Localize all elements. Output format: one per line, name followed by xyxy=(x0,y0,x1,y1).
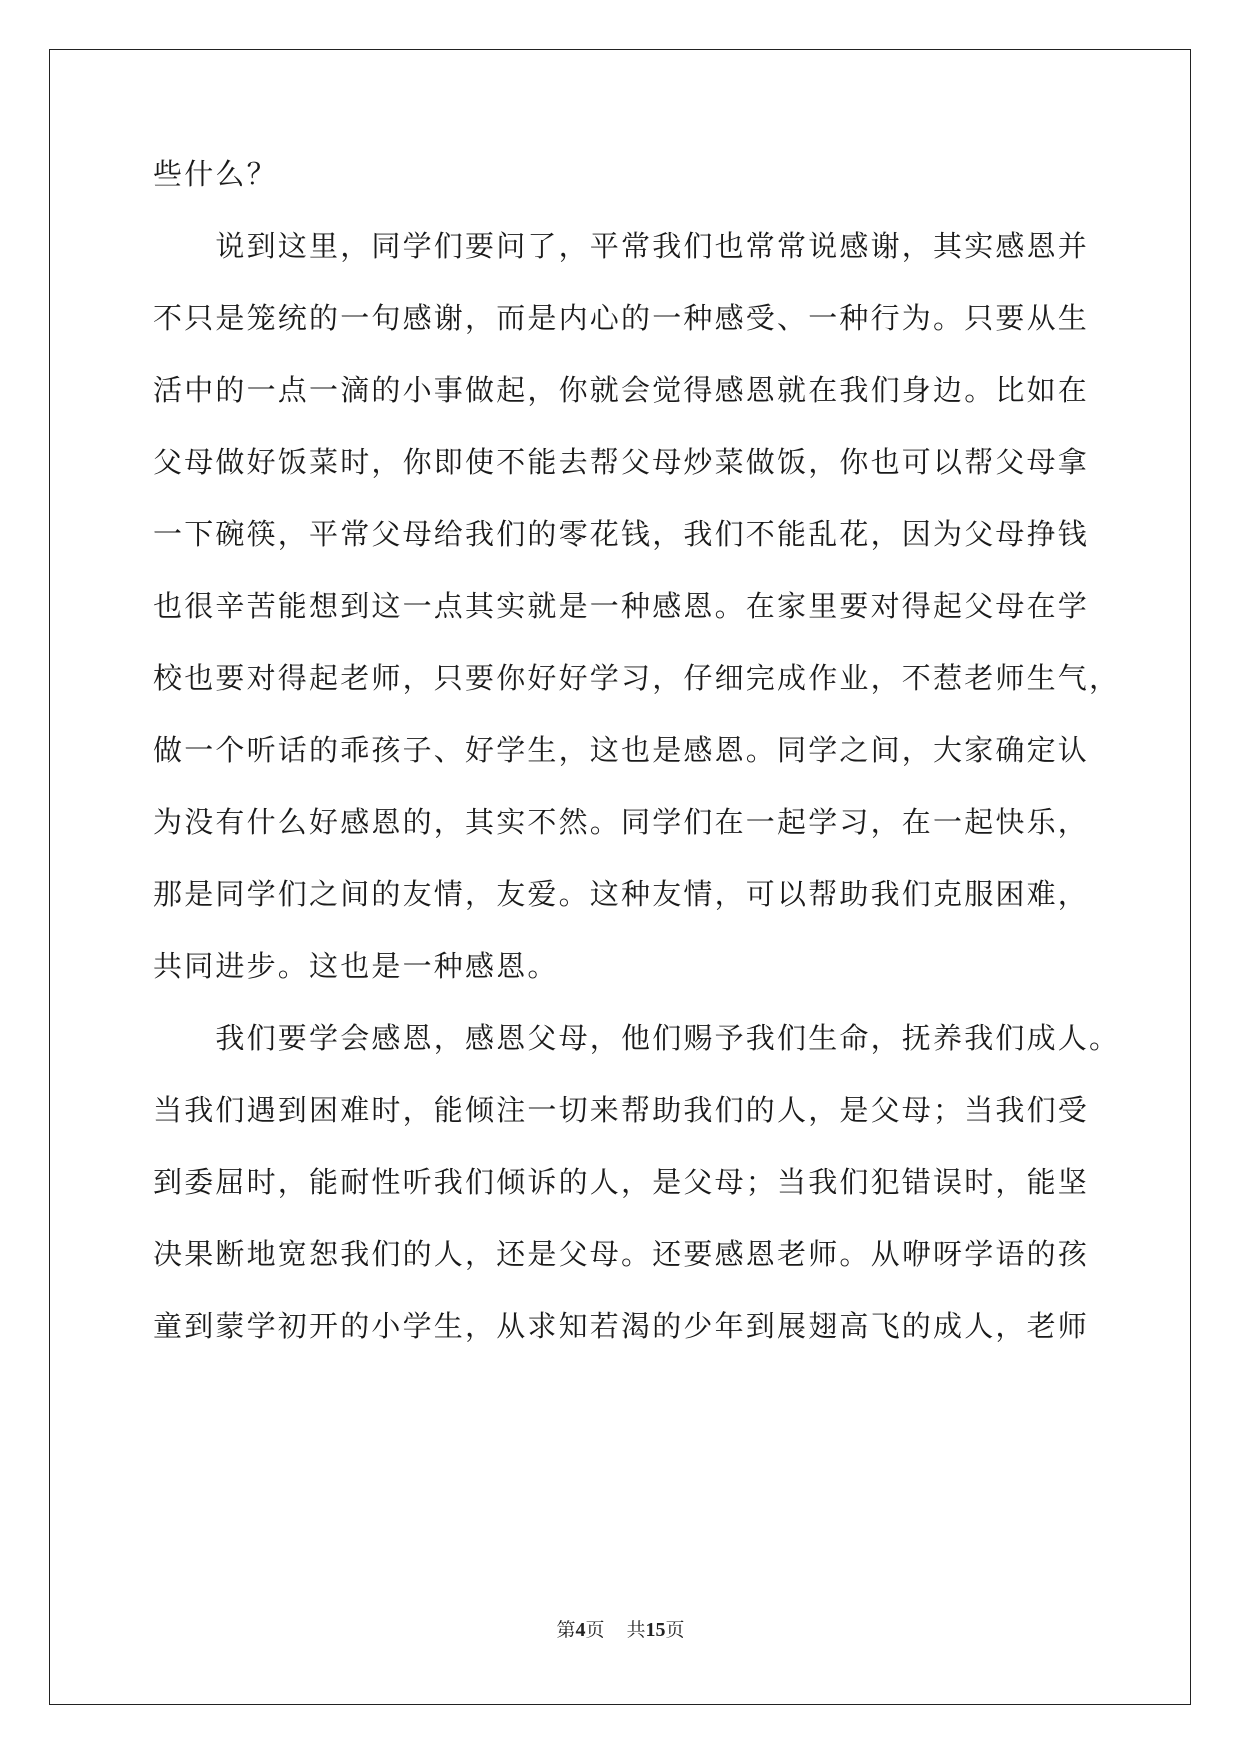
text-line: 不只是笼统的一句感谢，而是内心的一种感受、一种行为。只要从生 xyxy=(153,301,1090,335)
page-footer xyxy=(0,1618,1241,1642)
text-line: 那是同学们之间的友情，友爱。这种友情，可以帮助我们克服困难， xyxy=(153,877,1090,911)
text-line: 我们要学会感恩，感恩父母，他们赐予我们生命，抚养我们成人。 xyxy=(153,1021,1121,1055)
text-line: 决果断地宽恕我们的人，还是父母。还要感恩老师。从咿呀学语的孩 xyxy=(153,1237,1090,1271)
total-pages: 15 xyxy=(645,1619,666,1641)
text-line: 做一个听话的乖孩子、好学生，这也是感恩。同学之间，大家确定认 xyxy=(153,733,1090,767)
text-line: 共同进步。这也是一种感恩。 xyxy=(153,949,559,983)
text-line: 说到这里，同学们要问了，平常我们也常常说感谢，其实感恩并 xyxy=(153,229,1090,263)
total-suffix: 页 xyxy=(665,1619,685,1641)
text-line: 也很辛苦能想到这一点其实就是一种感恩。在家里要对得起父母在学 xyxy=(153,589,1090,623)
text-line: 活中的一点一滴的小事做起，你就会觉得感恩就在我们身边。比如在 xyxy=(153,373,1090,407)
text-line: 些什么？ xyxy=(153,157,278,191)
text-line: 为没有什么好感恩的，其实不然。同学们在一起学习，在一起快乐， xyxy=(153,805,1090,839)
text-line: 到委屈时，能耐性听我们倾诉的人，是父母；当我们犯错误时，能坚 xyxy=(153,1165,1090,1199)
text-line: 童到蒙学初开的小学生，从求知若渴的少年到展翅高飞的成人，老师 xyxy=(153,1309,1090,1343)
text-line: 父母做好饭菜时，你即使不能去帮父母炒菜做饭，你也可以帮父母拿 xyxy=(153,445,1090,479)
text-line: 校也要对得起老师，只要你好好学习，仔细完成作业，不惹老师生气， xyxy=(153,661,1121,695)
page-suffix: 页 xyxy=(585,1619,605,1641)
page-prefix: 第 xyxy=(556,1619,576,1641)
text-line: 一下碗筷，平常父母给我们的零花钱，我们不能乱花，因为父母挣钱 xyxy=(153,517,1090,551)
page-number: 4 xyxy=(575,1619,586,1641)
total-prefix: 共 xyxy=(626,1619,646,1641)
text-line: 当我们遇到困难时，能倾注一切来帮助我们的人，是父母；当我们受 xyxy=(153,1093,1090,1127)
